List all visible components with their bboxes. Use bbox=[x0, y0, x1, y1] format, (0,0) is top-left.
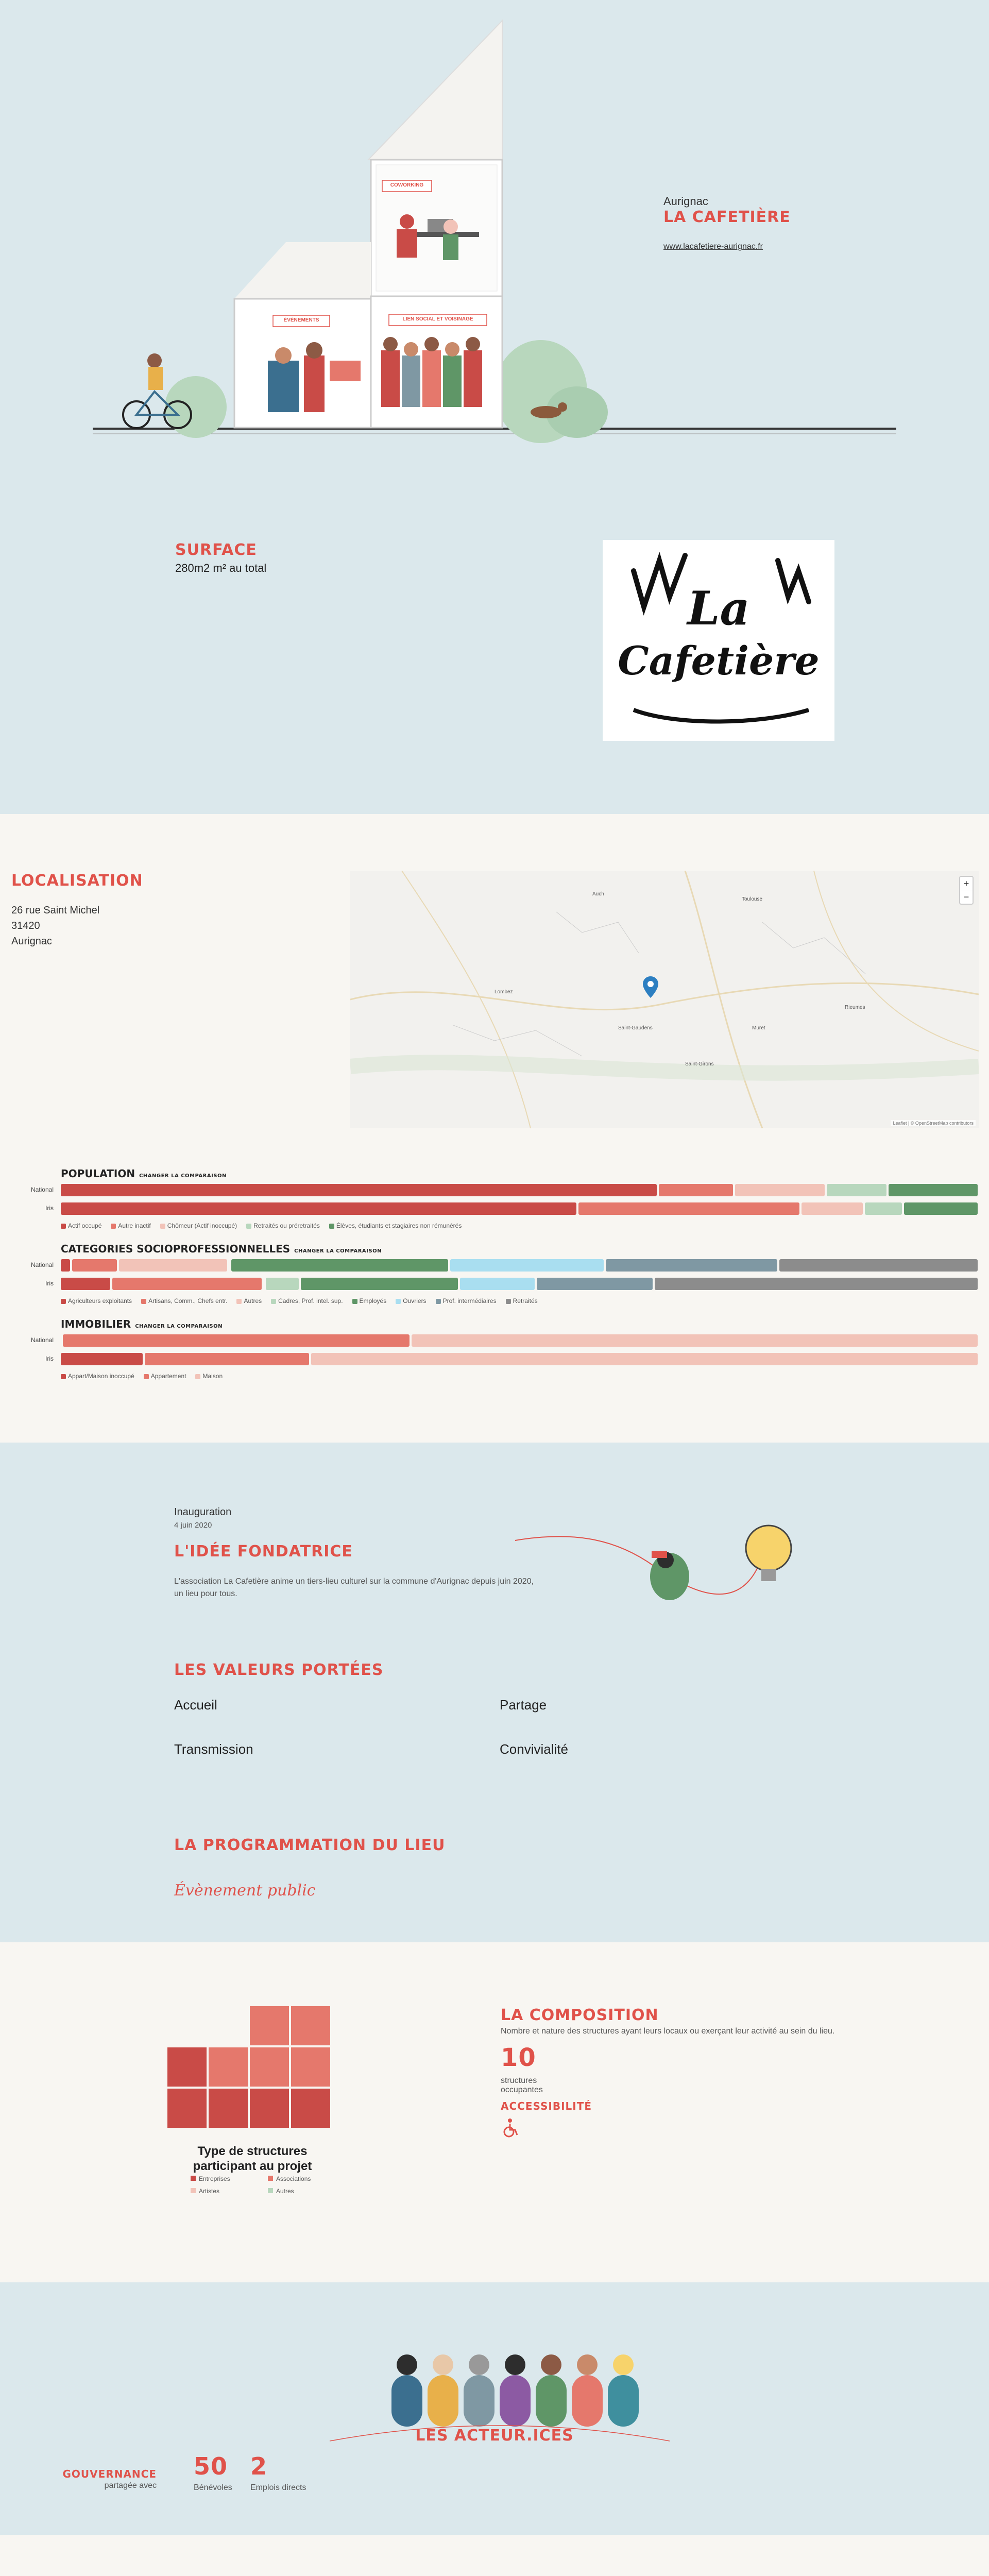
surface-value: 280m2 m² au total bbox=[175, 562, 267, 574]
csp-segment[interactable] bbox=[655, 1278, 978, 1290]
lightbulb-illustration-icon bbox=[474, 1499, 804, 1633]
csp-bar-iris bbox=[61, 1278, 978, 1290]
valeur-item: Transmission bbox=[174, 1741, 253, 1757]
structure-tile bbox=[250, 2006, 289, 2045]
immobilier-bar-national bbox=[61, 1334, 978, 1347]
csp-segment[interactable] bbox=[61, 1259, 70, 1272]
population-legend-item: Actif occupé bbox=[61, 1222, 101, 1229]
row-label-iris: Iris bbox=[45, 1205, 54, 1212]
legend-swatch bbox=[268, 2188, 273, 2193]
logo-box bbox=[603, 540, 834, 741]
acteurs-section bbox=[0, 2282, 989, 2535]
csp-segment[interactable] bbox=[460, 1278, 535, 1290]
population-segment[interactable] bbox=[61, 1202, 576, 1215]
legend-swatch bbox=[61, 1224, 66, 1229]
composition-legend: Entreprises Associations Artistes Autres bbox=[191, 2175, 325, 2195]
population-segment[interactable] bbox=[578, 1202, 799, 1215]
csp-segment[interactable] bbox=[119, 1259, 227, 1272]
legend-swatch bbox=[268, 2176, 273, 2181]
logo-text-line2: Cafetière bbox=[618, 638, 820, 684]
address-line1: 26 rue Saint Michel bbox=[11, 905, 100, 916]
inauguration-label: Inauguration bbox=[174, 1506, 232, 1518]
legend-swatch bbox=[111, 1224, 116, 1229]
legend-swatch bbox=[506, 1299, 511, 1304]
benevoles-label: Bénévoles bbox=[194, 2483, 232, 2492]
immobilier-legend-item: Appartement bbox=[144, 1372, 186, 1380]
structure-tile bbox=[291, 2047, 330, 2087]
logo-text-line1: La bbox=[687, 581, 750, 636]
impact-section bbox=[0, 2535, 989, 2576]
csp-segment[interactable] bbox=[72, 1259, 117, 1272]
legend-swatch bbox=[329, 1224, 334, 1229]
population-segment[interactable] bbox=[659, 1184, 734, 1196]
population-segment[interactable] bbox=[827, 1184, 886, 1196]
programmation-item: Évènement public bbox=[174, 1882, 316, 1900]
population-legend-item: Retraités ou préretraités bbox=[246, 1222, 320, 1229]
structure-tile bbox=[167, 2047, 207, 2087]
csp-legend-item: Employés bbox=[352, 1297, 387, 1304]
csp-bar-national bbox=[61, 1259, 978, 1272]
immobilier-title: IMMOBILIER CHANGER LA COMPARAISON bbox=[61, 1318, 223, 1330]
csp-legend-item: Ouvriers bbox=[396, 1297, 426, 1304]
csp-segment[interactable] bbox=[450, 1259, 604, 1272]
row-label-national: National bbox=[30, 1186, 54, 1193]
idee-section bbox=[0, 1443, 989, 1942]
legend-swatch bbox=[61, 1374, 66, 1379]
legend-swatch bbox=[436, 1299, 441, 1304]
legend-swatch bbox=[61, 1299, 66, 1304]
legend-swatch bbox=[191, 2176, 196, 2181]
gouvernance-subtitle: partagée avec bbox=[104, 2481, 157, 2490]
idee-text: L'association La Cafetière anime un tiers-lieu culturel sur la commune d'Aurignac depuis juin 2020, un lieu pour tous. bbox=[174, 1577, 534, 1598]
row-label-national: National bbox=[30, 1336, 54, 1344]
population-segment[interactable] bbox=[61, 1184, 657, 1196]
csp-legend-item: Prof. intermédiaires bbox=[436, 1297, 497, 1304]
localisation-title: LOCALISATION bbox=[11, 872, 143, 890]
immobilier-legend-item: Appart/Maison inoccupé bbox=[61, 1372, 134, 1380]
row-label-iris: Iris bbox=[45, 1280, 54, 1287]
csp-segment[interactable] bbox=[266, 1278, 299, 1290]
population-compare-button[interactable]: CHANGER LA COMPARAISON bbox=[139, 1173, 227, 1179]
structure-tile bbox=[167, 2089, 207, 2128]
structures-count: 10 bbox=[501, 2043, 536, 2072]
place-name: LA CAFETIÈRE bbox=[663, 208, 791, 226]
population-title: POPULATION CHANGER LA COMPARAISON bbox=[61, 1167, 227, 1180]
csp-legend-item: Agriculteurs exploitants bbox=[61, 1297, 132, 1304]
legend-swatch bbox=[160, 1224, 165, 1229]
valeurs-title: LES VALEURS PORTÉES bbox=[174, 1661, 384, 1679]
map-attribution: Leaflet | © OpenStreetMap contributors bbox=[891, 1120, 976, 1126]
population-bar-iris bbox=[61, 1202, 978, 1215]
structure-tile bbox=[250, 2089, 289, 2128]
hero-label-evenements: ÉVÉNEMENTS bbox=[283, 317, 319, 323]
hero-label-coworking: COWORKING bbox=[390, 182, 424, 188]
surface-section bbox=[0, 484, 989, 814]
acteurs-title: LES ACTEUR.ICES bbox=[415, 2427, 574, 2445]
inauguration-date: 4 juin 2020 bbox=[174, 1521, 212, 1530]
composition-subtitle: Nombre et nature des structures ayant leurs locaux ou exerçant leur activité au sein du lieu. bbox=[501, 2027, 835, 2036]
valeur-item: Partage bbox=[500, 1697, 547, 1713]
place-website-link[interactable]: www.lacafetiere-aurignac.fr bbox=[663, 242, 763, 251]
map-zoom-in-button[interactable]: + bbox=[960, 877, 973, 890]
surface-title: SURFACE bbox=[175, 541, 257, 559]
map-label: Muret bbox=[752, 1025, 765, 1031]
structure-tile bbox=[291, 2006, 330, 2045]
map-label: Saint-Gaudens bbox=[618, 1025, 653, 1031]
immobilier-segment[interactable] bbox=[412, 1334, 978, 1347]
map-label: Saint-Girons bbox=[685, 1061, 714, 1067]
hero-label-lien-social: LIEN SOCIAL ET VOISINAGE bbox=[402, 316, 473, 322]
valeur-item: Accueil bbox=[174, 1697, 217, 1713]
immobilier-segment[interactable] bbox=[145, 1353, 309, 1365]
population-segment[interactable] bbox=[802, 1202, 863, 1215]
hero-illustration bbox=[0, 0, 989, 484]
population-legend-item: Autre inactif bbox=[111, 1222, 150, 1229]
csp-segment[interactable] bbox=[61, 1278, 110, 1290]
idee-title: L'IDÉE FONDATRICE bbox=[174, 1543, 353, 1561]
immobilier-segment[interactable] bbox=[311, 1353, 978, 1365]
population-chart bbox=[0, 814, 989, 1443]
legend-swatch bbox=[236, 1299, 242, 1304]
legend-swatch bbox=[195, 1374, 200, 1379]
map-zoom-out-button[interactable]: − bbox=[963, 892, 969, 902]
composition-section bbox=[0, 1942, 989, 2282]
place-city: Aurignac bbox=[663, 195, 708, 208]
composition-grid bbox=[167, 2006, 332, 2130]
csp-segment[interactable] bbox=[779, 1259, 978, 1272]
localisation-section bbox=[0, 814, 989, 1443]
benevoles-count: 50 bbox=[194, 2452, 228, 2480]
csp-legend bbox=[61, 1297, 538, 1304]
population-bar-national bbox=[61, 1184, 978, 1196]
legend-swatch bbox=[191, 2188, 196, 2193]
structure-tile bbox=[209, 2047, 248, 2087]
address-line3: Aurignac bbox=[11, 936, 52, 947]
immobilier-bar-iris bbox=[61, 1353, 978, 1365]
csp-legend-item: Artisans, Comm., Chefs entr. bbox=[141, 1297, 227, 1304]
structure-tile bbox=[291, 2089, 330, 2128]
acteurs-illustration bbox=[381, 2344, 649, 2427]
population-segment[interactable] bbox=[889, 1184, 978, 1196]
structure-tile bbox=[209, 2089, 248, 2128]
legend-swatch bbox=[396, 1299, 401, 1304]
population-segment[interactable] bbox=[865, 1202, 902, 1215]
emplois-label: Emplois directs bbox=[250, 2483, 306, 2492]
programmation-title: LA PROGRAMMATION DU LIEU bbox=[174, 1836, 446, 1854]
hero-section bbox=[0, 0, 989, 484]
immobilier-segment[interactable] bbox=[63, 1334, 410, 1347]
map-label: Auch bbox=[592, 891, 604, 897]
legend-swatch bbox=[246, 1224, 251, 1229]
csp-compare-button[interactable]: CHANGER LA COMPARAISON bbox=[294, 1248, 382, 1254]
immobilier-legend bbox=[61, 1372, 223, 1380]
population-segment[interactable] bbox=[904, 1202, 978, 1215]
map-label: Rieumes bbox=[845, 1005, 865, 1010]
csp-segment[interactable] bbox=[301, 1278, 458, 1290]
row-label-national: National bbox=[30, 1261, 54, 1268]
composition-title: LA COMPOSITION bbox=[501, 2006, 659, 2024]
valeur-item: Convivialité bbox=[500, 1741, 568, 1757]
csp-segment[interactable] bbox=[606, 1259, 777, 1272]
emplois-count: 2 bbox=[250, 2452, 268, 2480]
legend-swatch bbox=[144, 1374, 149, 1379]
immobilier-segment[interactable] bbox=[61, 1353, 143, 1365]
legend-swatch bbox=[141, 1299, 146, 1304]
map-label: Toulouse bbox=[742, 896, 763, 902]
address-line2: 31420 bbox=[11, 920, 40, 931]
csp-legend-item: Autres bbox=[236, 1297, 262, 1304]
csp-legend-item: Cadres, Prof. intel. sup. bbox=[271, 1297, 343, 1304]
csp-segment[interactable] bbox=[112, 1278, 261, 1290]
structure-tile bbox=[250, 2047, 289, 2087]
csp-title: CATEGORIES SOCIOPROFESSIONNELLES CHANGER LA COMPARAISON bbox=[61, 1243, 382, 1255]
accessibilite-title: ACCESSIBILITÉ bbox=[501, 2100, 592, 2112]
immobilier-compare-button[interactable]: CHANGER LA COMPARAISON bbox=[135, 1324, 223, 1329]
legend-swatch bbox=[352, 1299, 357, 1304]
population-legend-item: Chômeur (Actif inoccupé) bbox=[160, 1222, 237, 1229]
population-legend-item: Élèves, étudiants et stagiaires non rémunérés bbox=[329, 1222, 462, 1229]
map-label: Lombez bbox=[494, 989, 513, 995]
structures-label-1: structures bbox=[501, 2076, 537, 2085]
composition-chart-title: Type de structures participant au projet bbox=[193, 2144, 312, 2173]
gouvernance-title: GOUVERNANCE bbox=[62, 2468, 157, 2480]
csp-legend-item: Retraités bbox=[506, 1297, 538, 1304]
legend-swatch bbox=[271, 1299, 276, 1304]
wheelchair-icon bbox=[501, 2117, 521, 2138]
population-legend bbox=[61, 1222, 462, 1229]
structures-label-2: occupantes bbox=[501, 2086, 543, 2094]
immobilier-legend-item: Maison bbox=[195, 1372, 223, 1380]
csp-segment[interactable] bbox=[231, 1259, 448, 1272]
population-segment[interactable] bbox=[735, 1184, 825, 1196]
csp-segment[interactable] bbox=[537, 1278, 653, 1290]
row-label-iris: Iris bbox=[45, 1355, 54, 1362]
